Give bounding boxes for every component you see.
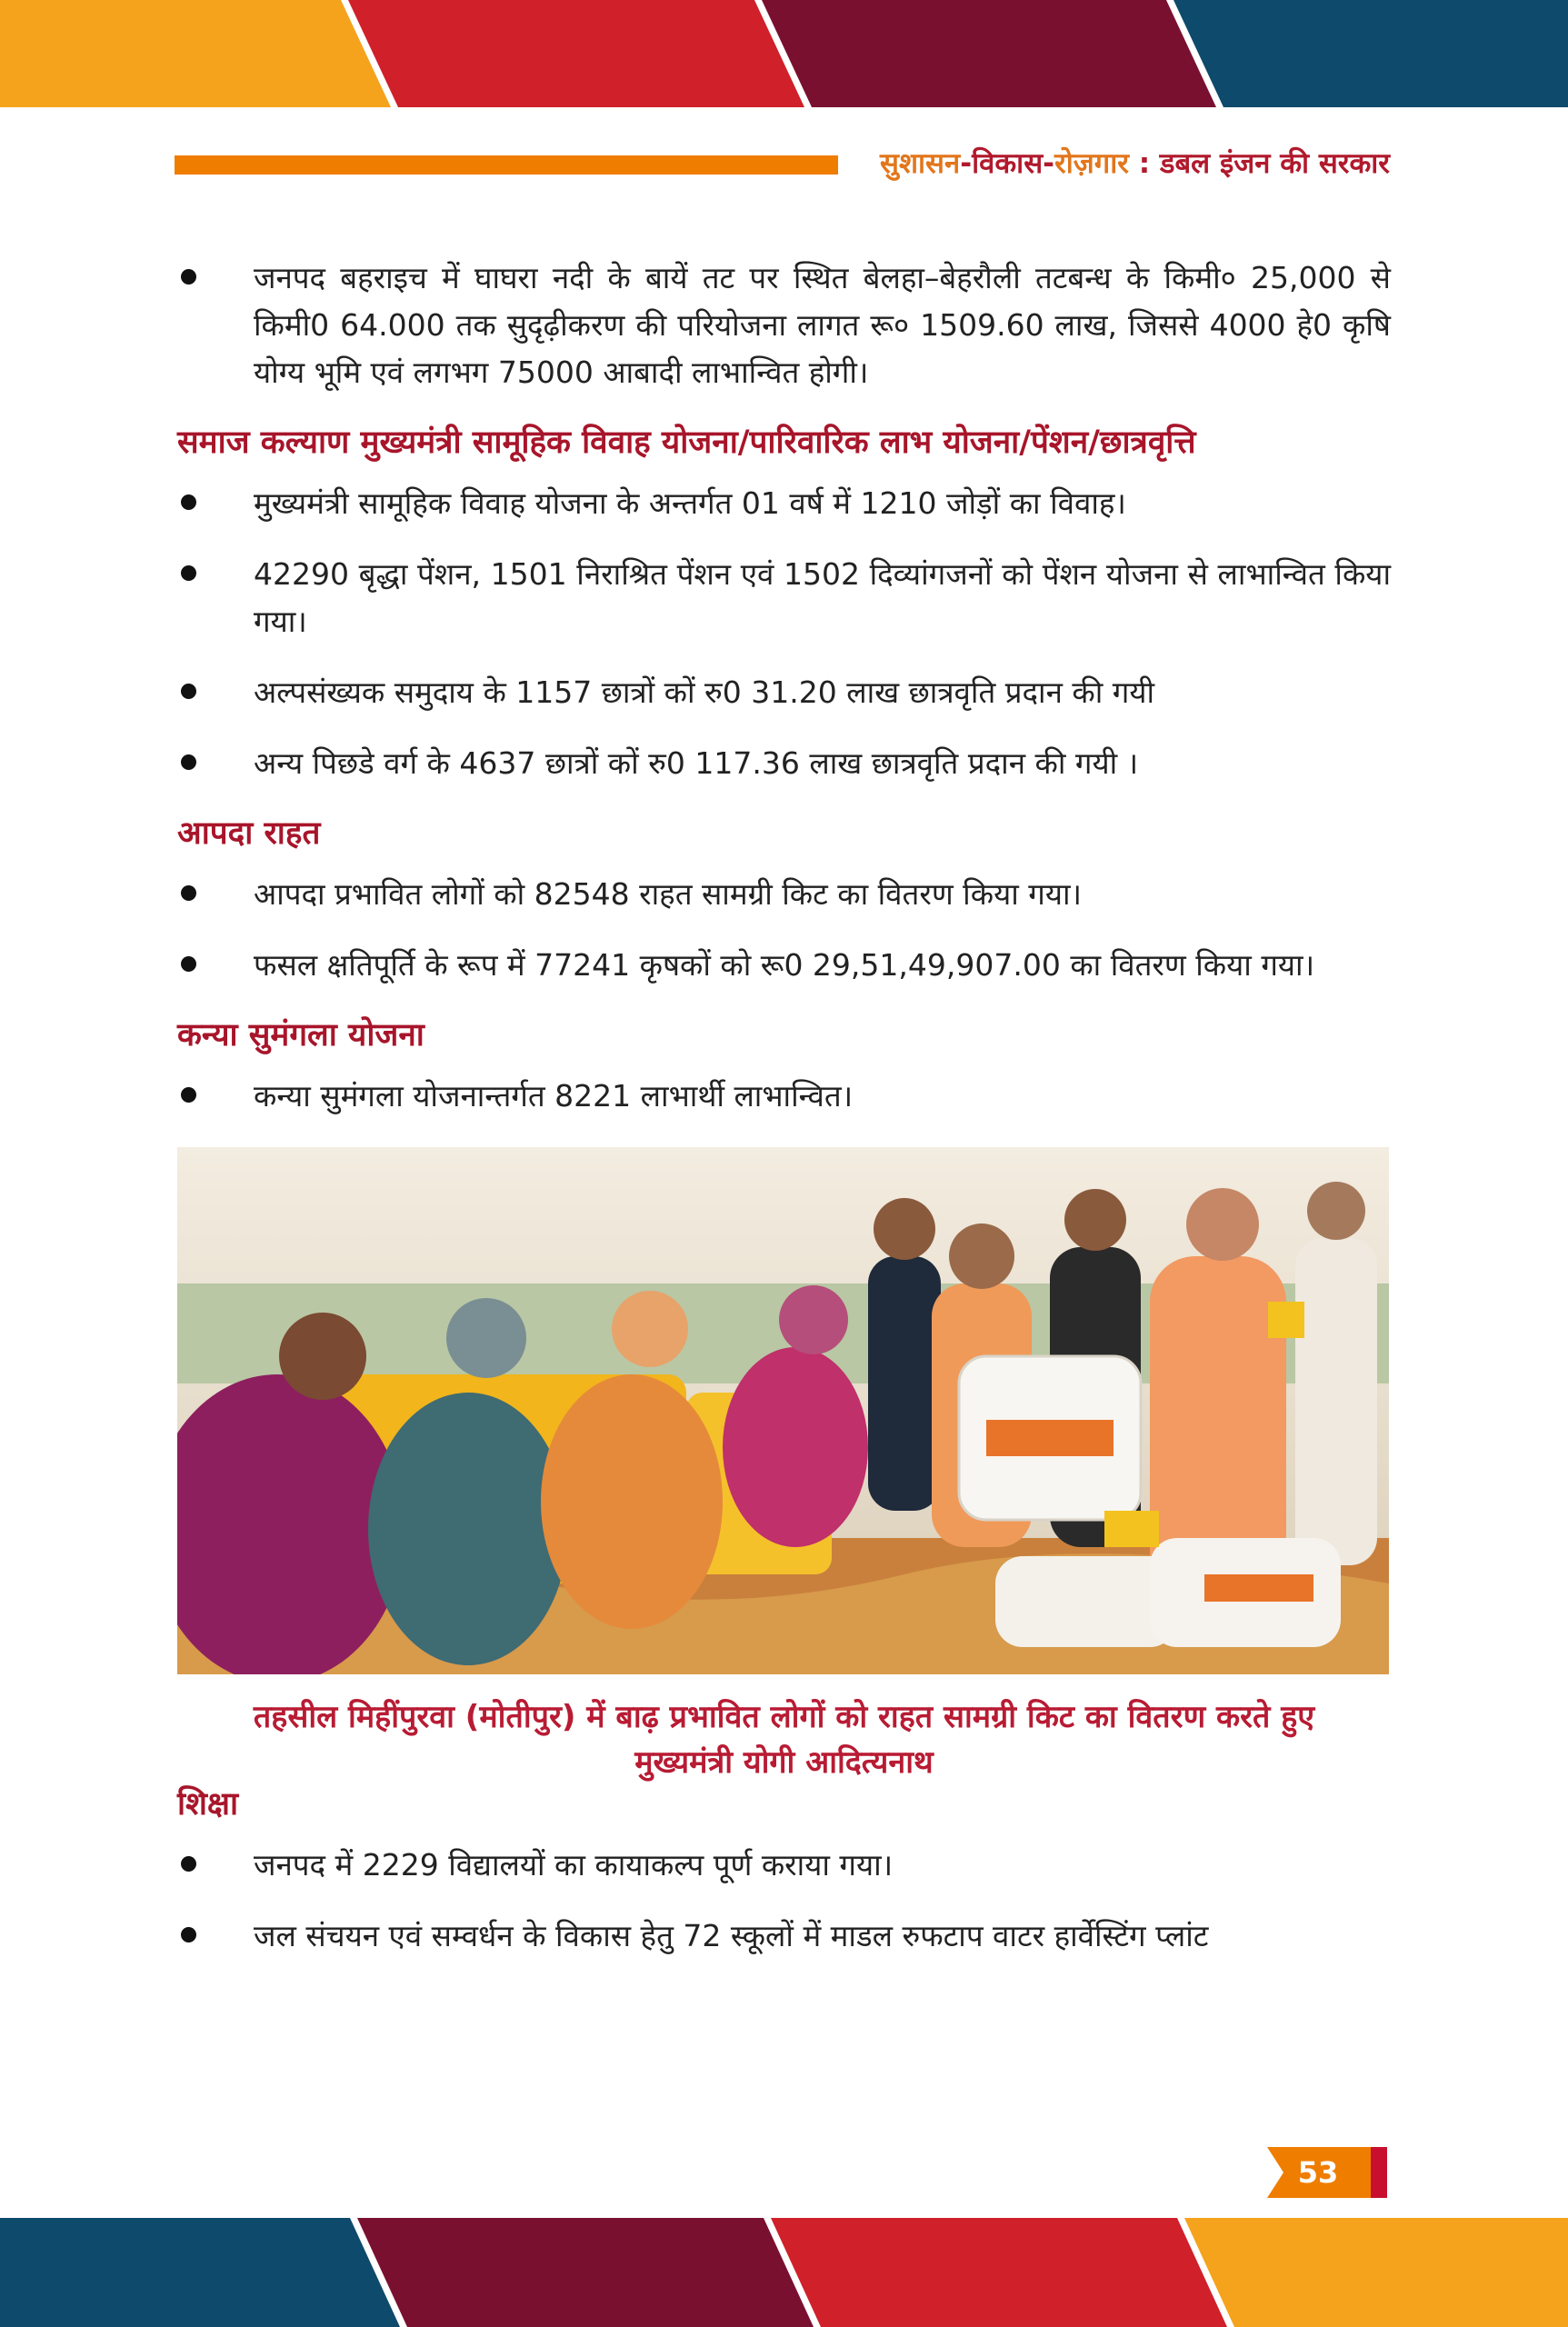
bullet-dot (181, 956, 196, 972)
list-item: जनपद बहराइच में घाघरा नदी के बायें तट पर स्थित बेलहा–बेहरौली तटबन्ध के किमी० 25,000 से किमी0 64.000 तक सुदृढ़ीकरण की परियोजना लागत रू० 1509.60 लाख, जिससे 4000 हे0 कृषि योग्य भूमि एवं लगभग 75000 आबादी लाभान्वित होगी। (177, 255, 1391, 396)
list-item: कन्या सुमंगला योजनान्तर्गत 8221 लाभार्थी लाभान्वित। (177, 1073, 1391, 1120)
bullet-dot (181, 754, 196, 770)
header-rule (175, 155, 838, 175)
bottom-color-band (0, 2218, 1568, 2327)
section-heading: शिक्षा (177, 1786, 239, 1823)
list-item: जल संचयन एवं सम्वर्धन के विकास हेतु 72 स्कूलों में माडल रुफटाप वाटर हार्वेस्टिंग प्लांट (177, 1913, 1391, 1960)
list-item: अन्य पिछडे वर्ग के 4637 छात्रों कों रु0 117.36 लाख छात्रवृति प्रदान की गयी । (177, 740, 1391, 787)
top-color-band (0, 0, 1568, 107)
list-item: अल्पसंख्यक समुदाय के 1157 छात्रों कों रु0 31.20 लाख छात्रवृति प्रदान की गयी (177, 669, 1391, 716)
bullet-dot (181, 684, 196, 699)
running-header: सुशासन-विकास-रोज़गार : डबल इंजन की सरकार (879, 147, 1390, 180)
bullet-dot (181, 1087, 196, 1103)
photo-caption: तहसील मिहींपुरवा (मोतीपुर) में बाढ़ प्रभावित लोगों को राहत सामग्री किट का वितरण करते हुए मुख्यमंत्री योगी आदित्यनाथ (253, 1699, 1315, 1781)
list-item: जनपद में 2229 विद्यालयों का कायाकल्प पूर्ण कराया गया। (177, 1842, 1391, 1889)
event-photo (177, 1147, 1389, 1674)
list-item: 42290 बृद्धा पेंशन, 1501 निराश्रित पेंशन एवं 1502 दिव्यांगजनों को पेंशन योजना से लाभान्वित किया गया। (177, 551, 1391, 645)
list-item: मुख्यमंत्री सामूहिक विवाह योजना के अन्तर्गत 01 वर्ष में 1210 जोड़ों का विवाह। (177, 480, 1391, 527)
section-heading: समाज कल्याण मुख्यमंत्री सामूहिक विवाह योजना/पारिवारिक लाभ योजना/पेंशन/छात्रवृत्ति (177, 424, 1196, 461)
bullet-dot (181, 494, 196, 510)
bullet-dot (181, 269, 196, 285)
page-content (177, 255, 1391, 1983)
bullet-dot (181, 565, 196, 581)
list-item: फसल क्षतिपूर्ति के रूप में 77241 कृषकों को रू0 29,51,49,907.00 का वितरण किया गया। (177, 942, 1391, 989)
bullet-dot (181, 1927, 196, 1942)
list-item: आपदा प्रभावित लोगों को 82548 राहत सामग्री किट का वितरण किया गया। (177, 871, 1391, 918)
page-number: 53 (1297, 2155, 1339, 2190)
section-heading: कन्या सुमंगला योजना (177, 1017, 424, 1054)
bullet-dot (181, 885, 196, 901)
section-heading: आपदा राहत (177, 815, 321, 852)
bullet-dot (181, 1856, 196, 1872)
